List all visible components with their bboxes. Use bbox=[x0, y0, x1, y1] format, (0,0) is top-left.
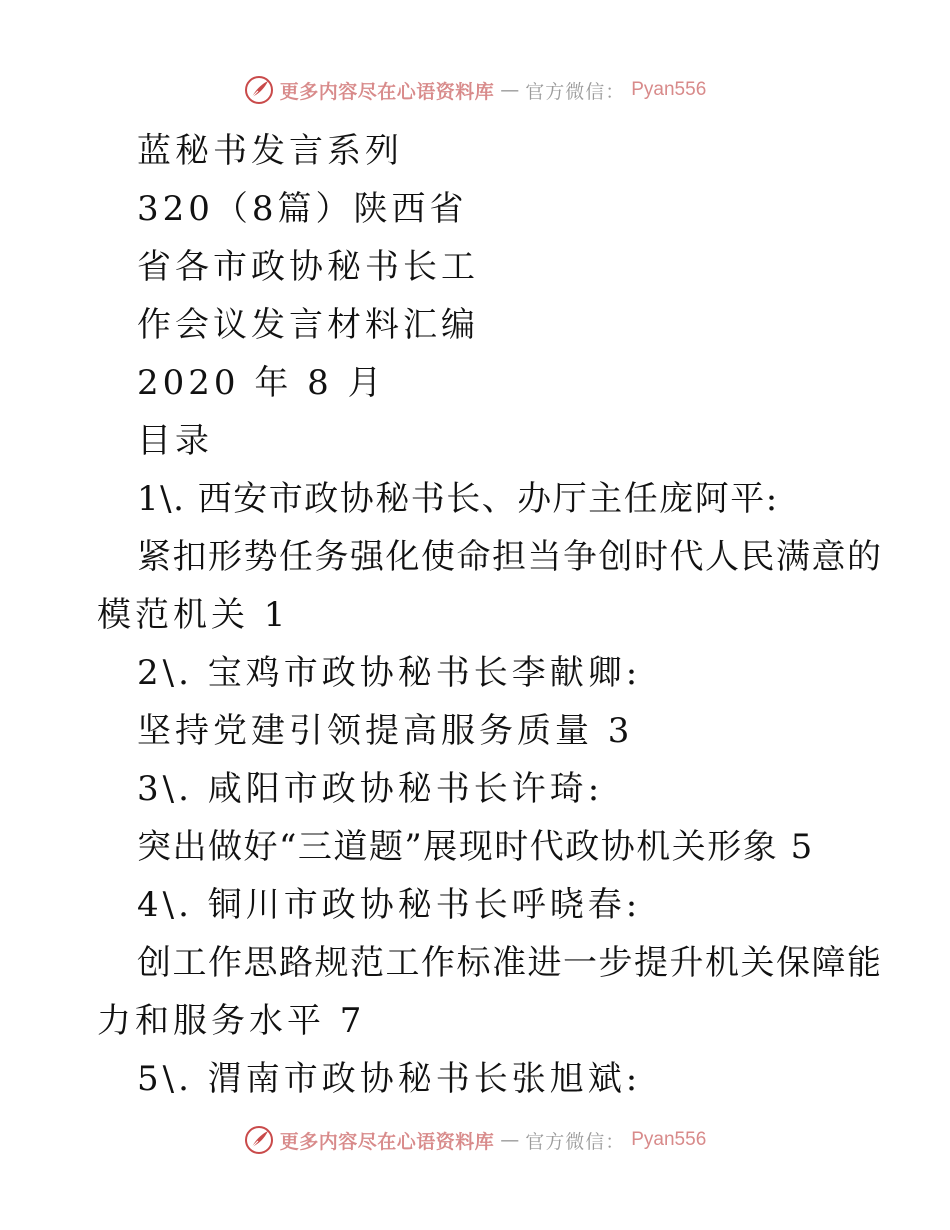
watermark-wechat-label: 官方微信： bbox=[525, 1130, 626, 1153]
toc-line: 创工作思路规范工作标准进一步提升机关保障能 bbox=[137, 943, 883, 983]
feather-pen-logo-icon bbox=[244, 1125, 274, 1155]
header-watermark bbox=[0, 70, 950, 110]
table-of-contents bbox=[97, 470, 883, 1108]
watermark-wechat-id: Pyan556 bbox=[631, 1129, 707, 1150]
toc-line: 5\. 渭南市政协秘书长张旭斌: bbox=[137, 1059, 642, 1099]
document-body bbox=[97, 122, 883, 1108]
toc-line: 3\. 咸阳市政协秘书长许琦: bbox=[137, 769, 604, 809]
watermark-dash: — bbox=[500, 79, 520, 101]
toc-line: 坚持党建引领提高服务质量 3 bbox=[137, 711, 634, 751]
watermark-text: 更多内容尽在心语资料库 bbox=[279, 80, 495, 103]
title-line: 省各市政协秘书长工 bbox=[137, 247, 479, 287]
toc-line: 紧扣形势任务强化使命担当争创时代人民满意的 bbox=[137, 537, 883, 577]
watermark-wechat-label: 官方微信： bbox=[525, 80, 626, 103]
watermark-dash: — bbox=[500, 1129, 520, 1151]
toc-line: 突出做好“三道题”展现时代政协机关形象 5 bbox=[137, 827, 814, 867]
title-line: 作会议发言材料汇编 bbox=[137, 305, 479, 345]
toc-line: 力和服务水平 7 bbox=[97, 1001, 366, 1041]
toc-line: 1\. 西安市政协秘书长、办厅主任庞阿平: bbox=[137, 479, 779, 519]
watermark-text: 更多内容尽在心语资料库 bbox=[279, 1130, 495, 1153]
toc-line: 4\. 铜川市政协秘书长呼晓春: bbox=[137, 885, 642, 925]
toc-line: 2\. 宝鸡市政协秘书长李献卿: bbox=[137, 653, 642, 693]
title-line: 320（8篇）陕西省 bbox=[137, 189, 468, 229]
footer-watermark bbox=[0, 1120, 950, 1160]
feather-pen-logo-icon bbox=[244, 75, 274, 105]
toc-line: 模范机关 1 bbox=[97, 595, 290, 635]
title-line: 蓝秘书发言系列 bbox=[137, 131, 403, 171]
watermark-wechat-id: Pyan556 bbox=[631, 79, 707, 100]
date-line: 2020 年 8 月 bbox=[137, 363, 386, 403]
toc-heading: 目录 bbox=[137, 421, 213, 461]
